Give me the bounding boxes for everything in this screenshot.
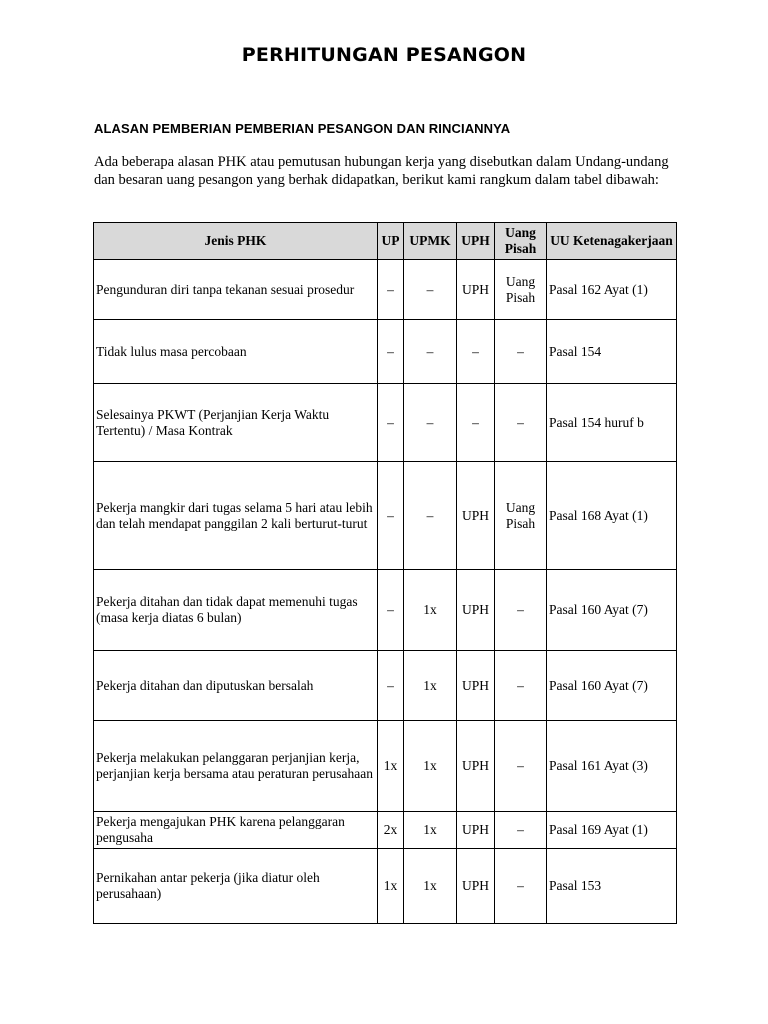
cell-uu: Pasal 162 Ayat (1) — [547, 260, 677, 320]
cell-jenis-phk: Pekerja ditahan dan tidak dapat memenuhi tugas (masa kerja diatas 6 bulan) — [94, 570, 378, 651]
table-row — [94, 320, 677, 384]
cell-uu: Pasal 161 Ayat (3) — [547, 721, 677, 812]
cell-jenis-phk: Selesainya PKWT (Perjanjian Kerja Waktu Tertentu) / Masa Kontrak — [94, 384, 378, 462]
cell-uph: UPH — [457, 462, 495, 570]
cell-uang-pisah: – — [495, 849, 547, 924]
cell-up: 2x — [378, 812, 404, 849]
cell-uu: Pasal 160 Ayat (7) — [547, 570, 677, 651]
header-up: UP — [378, 223, 404, 260]
cell-uang-pisah: Uang Pisah — [495, 260, 547, 320]
cell-uu: Pasal 168 Ayat (1) — [547, 462, 677, 570]
table-row — [94, 260, 677, 320]
cell-uang-pisah: Uang Pisah — [495, 462, 547, 570]
cell-upmk: – — [404, 260, 457, 320]
cell-uang-pisah: – — [495, 812, 547, 849]
table-row — [94, 651, 677, 721]
cell-uang-pisah: – — [495, 570, 547, 651]
cell-jenis-phk: Tidak lulus masa percobaan — [94, 320, 378, 384]
cell-upmk: – — [404, 462, 457, 570]
cell-up: – — [378, 384, 404, 462]
cell-upmk: 1x — [404, 812, 457, 849]
cell-uph: UPH — [457, 570, 495, 651]
header-uph: UPH — [457, 223, 495, 260]
table-row — [94, 721, 677, 812]
cell-uph: UPH — [457, 849, 495, 924]
cell-uph: UPH — [457, 260, 495, 320]
cell-up: – — [378, 320, 404, 384]
cell-jenis-phk: Pekerja melakukan pelanggaran perjanjian kerja, perjanjian kerja bersama atau peraturan perusahaan — [94, 721, 378, 812]
cell-upmk: 1x — [404, 651, 457, 721]
header-uu-ketenagakerjaan: UU Ketenagakerjaan — [547, 223, 677, 260]
cell-upmk: 1x — [404, 570, 457, 651]
cell-jenis-phk: Pekerja mangkir dari tugas selama 5 hari atau lebih dan telah mendapat panggilan 2 kali berturut-turut — [94, 462, 378, 570]
header-jenis-phk: Jenis PHK — [94, 223, 378, 260]
cell-uph: – — [457, 384, 495, 462]
cell-uu: Pasal 169 Ayat (1) — [547, 812, 677, 849]
cell-uph: UPH — [457, 721, 495, 812]
table-row — [94, 462, 677, 570]
cell-uph: UPH — [457, 651, 495, 721]
cell-up: 1x — [378, 849, 404, 924]
document-title: PERHITUNGAN PESANGON — [241, 44, 527, 66]
header-upmk: UPMK — [404, 223, 457, 260]
cell-uu: Pasal 154 huruf b — [547, 384, 677, 462]
cell-up: – — [378, 260, 404, 320]
table-row — [94, 812, 677, 849]
cell-up: 1x — [378, 721, 404, 812]
header-uang-pisah: Uang Pisah — [495, 223, 547, 260]
table-row — [94, 570, 677, 651]
cell-upmk: 1x — [404, 849, 457, 924]
cell-uu: Pasal 154 — [547, 320, 677, 384]
cell-jenis-phk: Pekerja mengajukan PHK karena pelanggaran pengusaha — [94, 812, 378, 849]
cell-uu: Pasal 160 Ayat (7) — [547, 651, 677, 721]
cell-upmk: 1x — [404, 721, 457, 812]
cell-uang-pisah: – — [495, 320, 547, 384]
cell-upmk: – — [404, 384, 457, 462]
cell-uang-pisah: – — [495, 651, 547, 721]
cell-up: – — [378, 462, 404, 570]
cell-jenis-phk: Pengunduran diri tanpa tekanan sesuai prosedur — [94, 260, 378, 320]
table-row — [94, 849, 677, 924]
section-heading: ALASAN PEMBERIAN PEMBERIAN PESANGON DAN RINCIANNYA — [94, 121, 511, 136]
cell-uang-pisah: – — [495, 384, 547, 462]
cell-up: – — [378, 651, 404, 721]
cell-jenis-phk: Pekerja ditahan dan diputuskan bersalah — [94, 651, 378, 721]
cell-uang-pisah: – — [495, 721, 547, 812]
table-header-row — [94, 223, 677, 260]
intro-paragraph: Ada beberapa alasan PHK atau pemutusan hubungan kerja yang disebutkan dalam Undang-undang dan besaran uang pesangon yang berhak didapatkan, berikut kami rangkum dalam tabel dibawah: — [94, 154, 669, 188]
cell-uph: – — [457, 320, 495, 384]
cell-up: – — [378, 570, 404, 651]
table-row — [94, 384, 677, 462]
cell-upmk: – — [404, 320, 457, 384]
severance-table — [93, 222, 677, 924]
cell-uu: Pasal 153 — [547, 849, 677, 924]
cell-uph: UPH — [457, 812, 495, 849]
cell-jenis-phk: Pernikahan antar pekerja (jika diatur oleh perusahaan) — [94, 849, 378, 924]
